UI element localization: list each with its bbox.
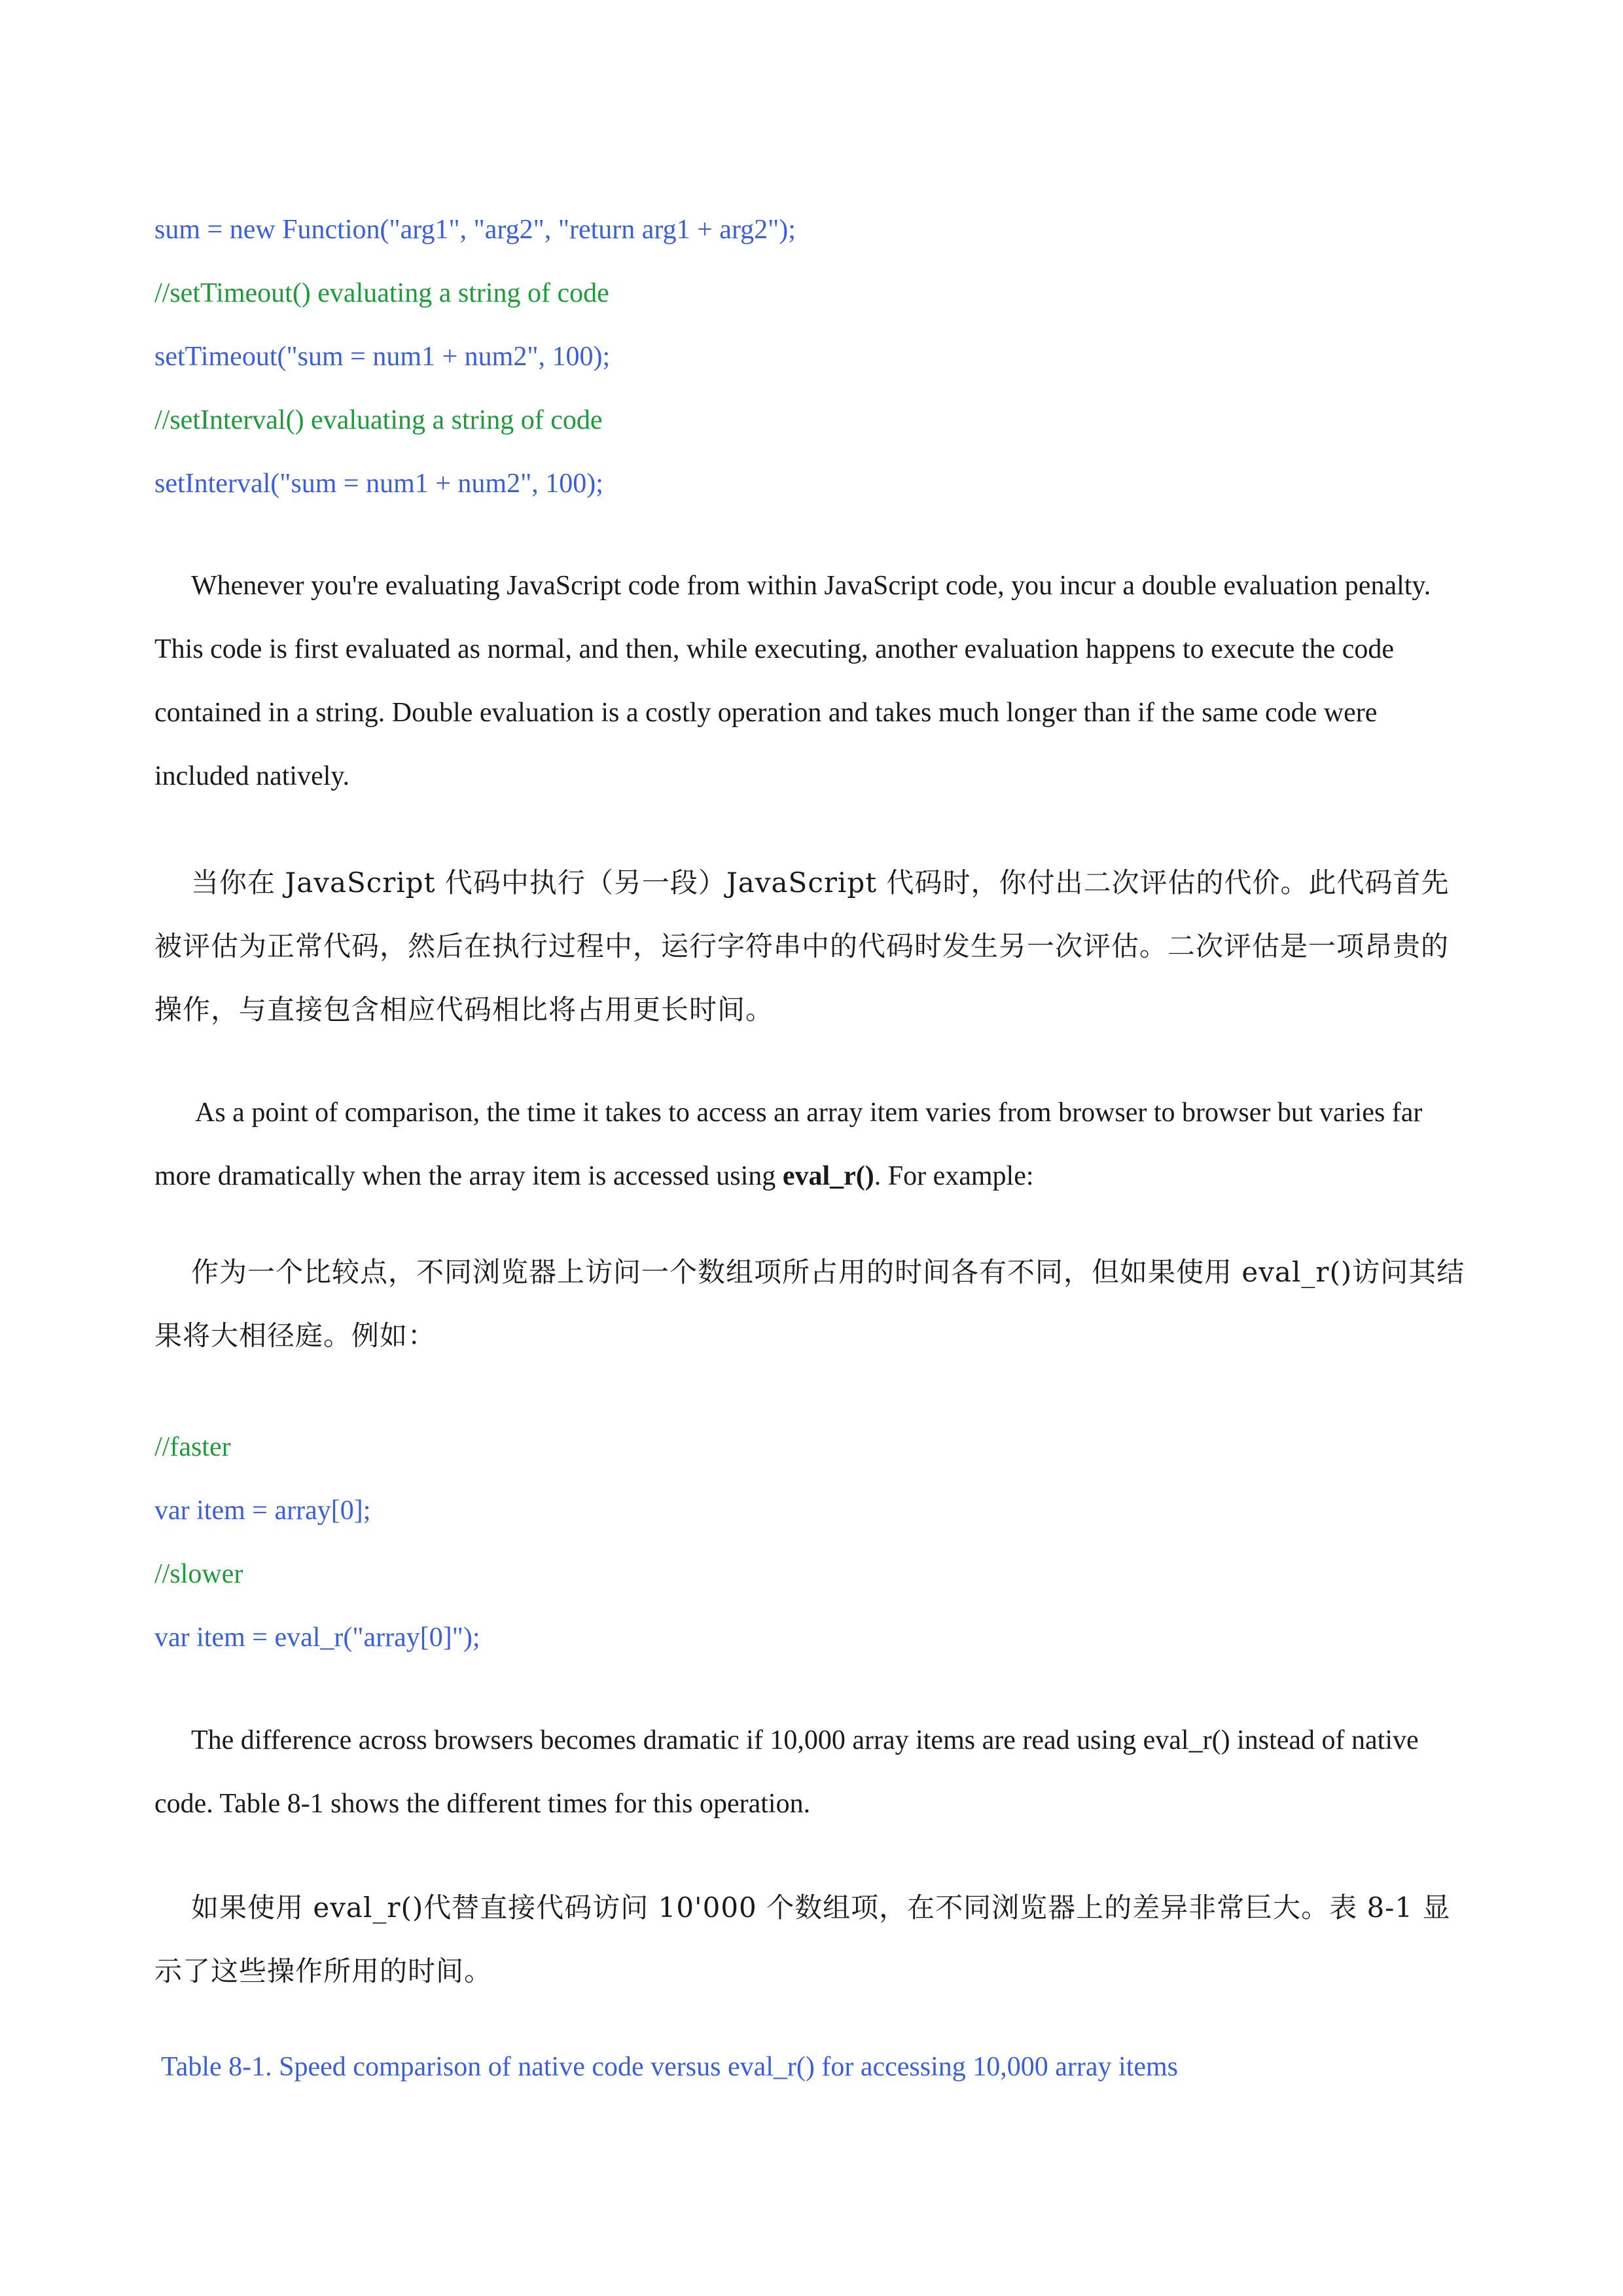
paragraph-comparison (154, 1081, 1470, 1208)
code-comment: //setInterval() evaluating a string of code (154, 405, 603, 435)
code-line: setInterval("sum = num1 + num2", 100); (154, 469, 603, 499)
paragraph-table-intro: The difference across browsers becomes dramatic if 10,000 array items are read using eval_r() instead of native code. Table 8-1 shows the different times for this operation. (154, 1725, 1419, 1819)
paragraph-comparison-tail: . For example: (874, 1161, 1034, 1191)
paragraph-table-intro-cn: 如果使用 eval_r()代替直接代码访问 10'000 个数组项，在不同浏览器上的差异非常巨大。表 8-1 显示了这些操作所用的时间。 (154, 1892, 1451, 1987)
paragraph-comparison-cn: 作为一个比较点，不同浏览器上访问一个数组项所占用的时间各有不同，但如果使用 eval_r()访问其结果将大相径庭。例如： (154, 1256, 1465, 1352)
paragraph-double-evaluation-cn: 当你在 JavaScript 代码中执行（另一段）JavaScript 代码时，你付出二次评估的代价。此代码首先被评估为正常代码，然后在执行过程中，运行字符串中的代码时发生另一次评估。二次评估是一项昂贵的操作，与直接包含相应代码相比将占用更长时间。 (154, 867, 1450, 1026)
code-line: setTimeout("sum = num1 + num2", 100); (154, 342, 611, 372)
paragraph-double-evaluation: Whenever you're evaluating JavaScript code from within JavaScript code, you incur a double evaluation penalty. This code is first evaluated as normal, and then, while executing, another evaluation happens to execute the code contained in a string. Double evaluation is a costly operation and takes much longer than if the same code were included natively. (154, 571, 1431, 791)
table-caption: Table 8-1. Speed comparison of native code versus eval_r() for accessing 10,000 array items (161, 2052, 1179, 2082)
code-comment: //slower (154, 1559, 243, 1589)
eval-function-name: eval_r() (782, 1161, 874, 1191)
code-comment: //setTimeout() evaluating a string of code (154, 278, 609, 308)
paragraph-comparison-text: As a point of comparison, the time it takes to access an array item varies from browser to browser but varies far more dramatically when the array item is accessed using (154, 1098, 1423, 1191)
code-line: sum = new Function("arg1", "arg2", "return arg1 + arg2"); (154, 215, 796, 245)
code-line: var item = array[0]; (154, 1496, 371, 1526)
code-comment: //faster (154, 1432, 231, 1462)
code-line: var item = eval_r("array[0]"); (154, 1623, 480, 1653)
